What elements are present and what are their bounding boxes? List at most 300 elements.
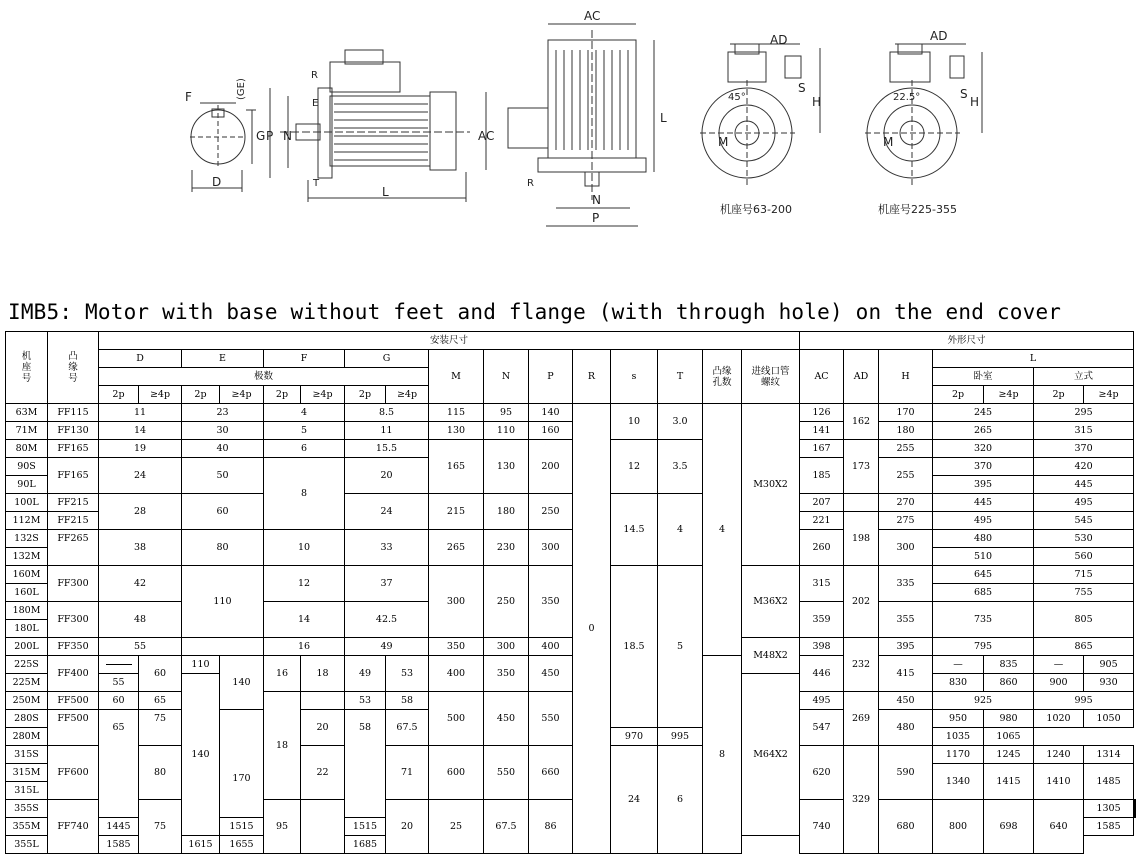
L-horizontal-cell: 795: [933, 638, 1034, 656]
header-2p: 2p: [933, 386, 984, 404]
L-vertical-cell: 495: [1034, 494, 1134, 512]
frame-cell: 180M: [6, 602, 48, 620]
N-cell: 300: [484, 638, 529, 656]
header-P: P: [529, 350, 573, 404]
N-cell: 250: [484, 566, 529, 638]
T-cell: 3.0: [658, 404, 703, 440]
M-cell: 500: [429, 692, 484, 746]
s-cell: 24: [611, 746, 658, 854]
L-vertical-4p-cell: [1135, 800, 1136, 818]
shaft-end-view: [190, 103, 256, 192]
M-cell: 300: [429, 566, 484, 638]
AC-cell: 207: [800, 494, 844, 512]
label-H-large: H: [970, 95, 980, 109]
L-horizontal-cell: 925: [933, 692, 1034, 710]
L-vertical-cell: 865: [1034, 638, 1134, 656]
L-vertical-cell: 445: [1034, 476, 1134, 494]
N-cell: 180: [484, 494, 529, 530]
L-horizontal-cell: 495: [933, 512, 1034, 530]
D-cell: 42: [99, 566, 182, 602]
D-cell: 14: [99, 422, 182, 440]
D-4p-cell: 95: [264, 800, 301, 854]
D-cell: 48: [99, 602, 182, 638]
AC-cell: 167: [800, 440, 844, 458]
E-cell: 23: [182, 404, 264, 422]
N-cell: 110: [484, 422, 529, 440]
M-cell: 740: [800, 800, 844, 854]
header-horizontal: 卧室: [933, 368, 1034, 386]
N-cell: 350: [484, 656, 529, 692]
s-cell: 18.5: [611, 566, 658, 728]
P-cell: 660: [529, 746, 573, 800]
frame-cell: 280M: [6, 728, 48, 746]
L-vertical-2p-cell: 1410: [1034, 764, 1084, 800]
s-cell: 10: [611, 404, 658, 440]
AC-cell: 495: [800, 692, 844, 710]
page-title: IMB5: Motor with base without feet and flange (with through hole) on the end cover: [8, 300, 1062, 324]
frame-cell: 250M: [6, 692, 48, 710]
header-AD: AD: [844, 350, 879, 404]
G-4p-cell: 53: [386, 656, 429, 692]
header-H: H: [879, 350, 933, 404]
G-4p-cell: 67.5: [386, 710, 429, 746]
flange-cell: FF500: [48, 692, 99, 710]
D-4p-cell: 60: [139, 656, 182, 692]
H-cell: 170: [879, 404, 933, 422]
H-cell: 450: [879, 692, 933, 710]
label-P: P: [266, 129, 274, 143]
F-cell: 8: [264, 458, 345, 530]
F-2p-cell: 16: [264, 656, 301, 692]
L-horizontal-cell: 480: [933, 530, 1034, 548]
AC-cell: 698: [984, 800, 1034, 854]
G-2p-cell: 53: [345, 692, 386, 710]
AC-cell: 126: [800, 404, 844, 422]
side-view-motor: [270, 50, 486, 202]
label-M-large: M: [883, 135, 894, 149]
L-horizontal-cell: 265: [933, 422, 1034, 440]
header-4p: ≥4p: [1084, 386, 1134, 404]
label-L: L: [382, 185, 389, 199]
flange-cell: FF165: [48, 440, 99, 458]
G-cell: 8.5: [345, 404, 429, 422]
L-vertical-cell: 715: [1034, 566, 1134, 584]
L-horizontal-cell: 370: [933, 458, 1034, 476]
label-G: G: [256, 129, 266, 143]
L-horizontal-2p-cell: 1305: [1084, 800, 1134, 818]
G-cell: 24: [345, 494, 429, 530]
label-AD-small: AD: [770, 33, 788, 47]
D-4p-cell: 65: [139, 692, 182, 710]
P-cell: 800: [933, 800, 984, 854]
caption-frame-63-200: 机座号63-200: [720, 203, 792, 216]
G-cell: 37: [345, 566, 429, 602]
frame-cell: 160L: [6, 584, 48, 602]
flange-cell: FF300: [48, 602, 99, 638]
frame-cell: 315M: [6, 764, 48, 782]
header-install: 安装尺寸: [99, 332, 800, 350]
L-horizontal-2p-cell: 970: [611, 728, 658, 746]
L-vertical-2p-cell: 1655: [220, 836, 264, 854]
thread-cell: M64X2: [742, 674, 800, 836]
P-cell: 550: [529, 692, 573, 746]
L-vertical-cell: 805: [1034, 602, 1134, 638]
E-cell: 40: [182, 440, 264, 458]
AD-cell: 329: [844, 746, 879, 854]
AC-cell: 315: [800, 566, 844, 602]
P-cell: 300: [529, 530, 573, 566]
frame-cell: 180L: [6, 620, 48, 638]
frame-cell: 100L: [6, 494, 48, 512]
header-4p: ≥4p: [139, 386, 182, 404]
frame-cell: 200L: [6, 638, 48, 656]
vertical-mount-view: [508, 24, 654, 226]
G-cell: 49: [345, 638, 429, 656]
thread-cell: M36X2: [742, 566, 800, 638]
label-L-vertical: L: [660, 111, 667, 125]
L-horizontal-2p-cell: 1170: [933, 746, 984, 764]
M-cell: 265: [429, 530, 484, 566]
F-2p-cell: 18: [264, 692, 301, 800]
L-vertical-cell: 295: [1034, 404, 1134, 422]
frame-cell: 90S: [6, 458, 48, 476]
label-H-small: H: [812, 95, 822, 109]
E-cell: 110: [182, 566, 264, 638]
label-M-small: M: [718, 135, 729, 149]
L-vertical-2p-cell: 1240: [1034, 746, 1084, 764]
L-horizontal-4p-cell: 1245: [984, 746, 1034, 764]
E-4p-cell: 170: [220, 710, 264, 818]
frame-cell: 63M: [6, 404, 48, 422]
AD-cell: 269: [844, 692, 879, 746]
s-cell: 12: [611, 440, 658, 494]
header-4p: ≥4p: [984, 386, 1034, 404]
end-view-frame-225-355: [865, 44, 982, 186]
F-4p-cell: 20: [301, 710, 345, 746]
dimension-table: [5, 331, 1136, 854]
flange-cell: FF215: [48, 494, 99, 512]
L-vertical-2p-cell: 1515: [345, 818, 386, 836]
frame-cell: 80M: [6, 440, 48, 458]
header-F: F: [264, 350, 345, 368]
label-22-5-degrees: 22.5°: [893, 92, 921, 103]
L-horizontal-cell: 445: [933, 494, 1034, 512]
header-poles: 极数: [99, 368, 429, 386]
header-4p: ≥4p: [301, 386, 345, 404]
label-T: T: [313, 178, 320, 189]
AC-cell: 221: [800, 512, 844, 530]
H-cell: 275: [879, 512, 933, 530]
AC-cell: 547: [800, 710, 844, 746]
L-vertical-4p-cell: 1050: [1084, 710, 1134, 728]
AD-cell: 173: [844, 440, 879, 494]
header-holes: 凸缘孔数: [703, 350, 742, 404]
H-cell: 480: [879, 710, 933, 746]
D-4p-cell: 75: [139, 710, 182, 746]
header-s: s: [611, 350, 658, 404]
label-S-small: S: [798, 81, 806, 95]
P-cell: 160: [529, 422, 573, 440]
F-cell: 16: [264, 638, 345, 656]
D-cell: 55: [99, 638, 182, 656]
M-cell: 215: [429, 494, 484, 530]
L-horizontal-4p-cell: 1415: [984, 764, 1034, 800]
H-cell: 640: [1034, 800, 1084, 854]
AC-cell: 185: [800, 458, 844, 494]
H-cell: 255: [879, 440, 933, 458]
frame-cell: 315S: [6, 746, 48, 764]
label-AD-large: AD: [930, 29, 948, 43]
thread-cell: M48X2: [742, 638, 800, 674]
flange-cell: FF265: [48, 530, 99, 566]
G-4p-cell: 58: [386, 692, 429, 710]
F-cell: 14: [264, 602, 345, 638]
L-dash-cell: —: [933, 656, 984, 674]
D-cell: 24: [99, 458, 182, 494]
T-cell: 4: [658, 494, 703, 566]
AC-cell: 141: [800, 422, 844, 440]
L-horizontal-cell: 395: [933, 476, 1034, 494]
D-cell: 38: [99, 530, 182, 566]
D-2p-cell: 60: [99, 692, 139, 710]
G-4p-cell: 86: [529, 800, 573, 854]
header-G: G: [345, 350, 429, 368]
L-horizontal-4p-cell: 1515: [220, 818, 264, 836]
holes-cell: 4: [703, 404, 742, 656]
header-4p: ≥4p: [386, 386, 429, 404]
AD-cell: 202: [844, 566, 879, 638]
thread-cell: M30X2: [742, 404, 800, 566]
L-horizontal-4p-cell: 995: [658, 728, 703, 746]
D-4p-cell: 80: [139, 746, 182, 800]
L-vertical-cell: 315: [1034, 422, 1134, 440]
L-vertical-cell: 560: [1034, 548, 1134, 566]
flange-cell: FF165: [48, 458, 99, 494]
G-cell: 15.5: [345, 440, 429, 458]
L-horizontal-4p-cell: 835: [984, 656, 1034, 674]
H-cell: 300: [879, 530, 933, 566]
AC-cell: 398: [800, 638, 844, 656]
E-cell: 80: [182, 530, 264, 566]
N-cell: 550: [484, 746, 529, 800]
N-cell: 95: [484, 404, 529, 422]
motor-dimension-drawings: [0, 0, 1140, 290]
header-2p: 2p: [182, 386, 220, 404]
D-2p-cell: 55: [99, 674, 139, 692]
M-cell: 350: [429, 638, 484, 656]
header-4p: ≥4p: [220, 386, 264, 404]
P-cell: 450: [529, 656, 573, 692]
G-4p-cell: 71: [386, 746, 429, 800]
L-vertical-2p-cell: 1020: [1034, 710, 1084, 728]
M-cell: 600: [429, 746, 484, 800]
P-cell: 350: [529, 566, 573, 638]
L-horizontal-2p-cell: 1340: [933, 764, 984, 800]
header-outline: 外形尺寸: [800, 332, 1134, 350]
D-2p-dash-cell: [99, 656, 139, 674]
G-cell: 11: [345, 422, 429, 440]
flange-cell: FF115: [48, 404, 99, 422]
L-horizontal-2p-cell: 830: [933, 674, 984, 692]
label-N-vertical: N: [592, 193, 601, 207]
header-R: R: [573, 350, 611, 404]
label-N: N: [283, 129, 292, 143]
L-vertical-cell: 995: [1034, 692, 1134, 710]
F-cell: 5: [264, 422, 345, 440]
frame-cell: 355L: [6, 836, 48, 854]
header-T: T: [658, 350, 703, 404]
P-cell: 200: [529, 440, 573, 494]
L-horizontal-2p-cell: 950: [933, 710, 984, 728]
L-vertical-2p-cell: 900: [1034, 674, 1084, 692]
G-cell: 20: [345, 458, 429, 494]
P-cell: 250: [529, 494, 573, 530]
N-cell: 130: [484, 440, 529, 494]
F-cell: 6: [264, 440, 345, 458]
L-vertical-4p-cell: 930: [1084, 674, 1134, 692]
D-cell: 28: [99, 494, 182, 530]
H-cell: 415: [879, 656, 933, 692]
L-vertical-4p-cell: 1585: [1084, 818, 1134, 836]
frame-cell: 132M: [6, 548, 48, 566]
AC-cell: 620: [800, 746, 844, 800]
label-E: E: [312, 98, 319, 109]
T-cell: 3.5: [658, 440, 703, 494]
L-dash-cell: —: [1034, 656, 1084, 674]
L-horizontal-cell: 685: [933, 584, 1034, 602]
D-2p-cell: 65: [99, 710, 139, 818]
frame-cell: 132S: [6, 530, 48, 548]
L-horizontal-cell: 645: [933, 566, 1034, 584]
header-2p: 2p: [99, 386, 139, 404]
L-horizontal-4p-cell: 980: [984, 710, 1034, 728]
frame-cell: 112M: [6, 512, 48, 530]
AD-cell: [844, 494, 879, 512]
frame-cell: 280S: [6, 710, 48, 728]
AD-cell: 198: [844, 512, 879, 566]
caption-frame-225-355: 机座号225-355: [878, 203, 957, 216]
end-view-frame-63-200: [700, 44, 820, 186]
frame-cell: 315L: [6, 782, 48, 800]
flange-cell: FF130: [48, 422, 99, 440]
frame-cell: 160M: [6, 566, 48, 584]
AD-cell: 162: [844, 404, 879, 440]
F-cell: 10: [264, 530, 345, 566]
label-D: D: [212, 175, 222, 189]
E-cell: 30: [182, 422, 264, 440]
M-cell: 165: [429, 440, 484, 494]
F-cell: 4: [264, 404, 345, 422]
header-vertical: 立式: [1034, 368, 1134, 386]
L-vertical-4p-cell: 1065: [984, 728, 1034, 746]
P-cell: 140: [529, 404, 573, 422]
E-2p-cell: [301, 800, 345, 854]
flange-cell: FF740: [48, 800, 99, 854]
L-vertical-cell: 755: [1034, 584, 1134, 602]
frame-cell: 90L: [6, 476, 48, 494]
M-cell: 400: [429, 656, 484, 692]
header-2p: 2p: [1034, 386, 1084, 404]
flange-cell: FF600: [48, 746, 99, 800]
L-vertical-4p-cell: 1314: [1084, 746, 1134, 764]
E-cell: 60: [182, 494, 264, 530]
F-4p-cell: 18: [301, 656, 345, 692]
F-cell: 12: [264, 566, 345, 602]
header-AC: AC: [800, 350, 844, 404]
frame-cell: 225M: [6, 674, 48, 692]
L-vertical-cell: 545: [1034, 512, 1134, 530]
F-2p-cell: 20: [386, 800, 429, 854]
T-cell: 5: [658, 566, 703, 728]
L-horizontal-cell: 245: [933, 404, 1034, 422]
header-N: N: [484, 350, 529, 404]
D-cell: 19: [99, 440, 182, 458]
s-cell: 14.5: [611, 494, 658, 566]
H-cell: 395: [879, 638, 933, 656]
H-cell: 180: [879, 422, 933, 440]
label-R-vertical: R: [527, 178, 534, 189]
AC-cell: 446: [800, 656, 844, 692]
frame-cell: 225S: [6, 656, 48, 674]
label-F: F: [185, 90, 192, 104]
header-2p: 2p: [264, 386, 301, 404]
L-vertical-4p-cell: 1485: [1084, 764, 1134, 800]
header-thread: 进线口管螺纹: [742, 350, 800, 404]
AC-cell: 359: [800, 602, 844, 638]
G-cell: 33: [345, 530, 429, 566]
G-cell: 42.5: [345, 602, 429, 638]
R-cell: 0: [573, 404, 611, 854]
L-horizontal-cell: 320: [933, 440, 1034, 458]
E-4p-cell: 140: [220, 656, 264, 710]
header-flange: 凸缘号: [48, 332, 99, 404]
G-2p-cell: 58: [345, 710, 386, 818]
label-AC: AC: [478, 129, 495, 143]
header-2p: 2p: [345, 386, 386, 404]
frame-cell: 355M: [6, 818, 48, 836]
N-cell: 450: [484, 692, 529, 746]
H-cell: 270: [879, 494, 933, 512]
label-45-degrees: 45°: [728, 92, 746, 103]
D-2p-cell: 75: [139, 800, 182, 854]
E-cell: 50: [182, 458, 264, 494]
N-cell: 680: [879, 800, 933, 854]
frame-cell: 71M: [6, 422, 48, 440]
L-horizontal-4p-cell: 860: [984, 674, 1034, 692]
N-cell: 230: [484, 530, 529, 566]
L-vertical-4p-cell: 905: [1084, 656, 1134, 674]
flange-cell: FF350: [48, 638, 99, 656]
F-4p-empty-cell: [301, 692, 345, 710]
M-cell: 115: [429, 404, 484, 422]
G-2p-cell: 67.5: [484, 800, 529, 854]
L-vertical-4p-cell: 1685: [345, 836, 386, 854]
L-vertical-2p-cell: 1035: [933, 728, 984, 746]
flange-cell: FF300: [48, 566, 99, 602]
L-vertical-cell: 420: [1034, 458, 1134, 476]
L-horizontal-4p-cell: 1615: [182, 836, 220, 854]
header-D: D: [99, 350, 182, 368]
F-4p-cell: 22: [301, 746, 345, 800]
E-2p-cell: 140: [182, 674, 220, 836]
label-S-large: S: [960, 87, 968, 101]
H-cell: 590: [879, 746, 933, 800]
L-vertical-cell: 370: [1034, 440, 1134, 458]
L-vertical-cell: 530: [1034, 530, 1134, 548]
label-P-vertical: P: [592, 211, 600, 225]
H-cell: 335: [879, 566, 933, 602]
label-GE: (GE): [236, 78, 247, 100]
